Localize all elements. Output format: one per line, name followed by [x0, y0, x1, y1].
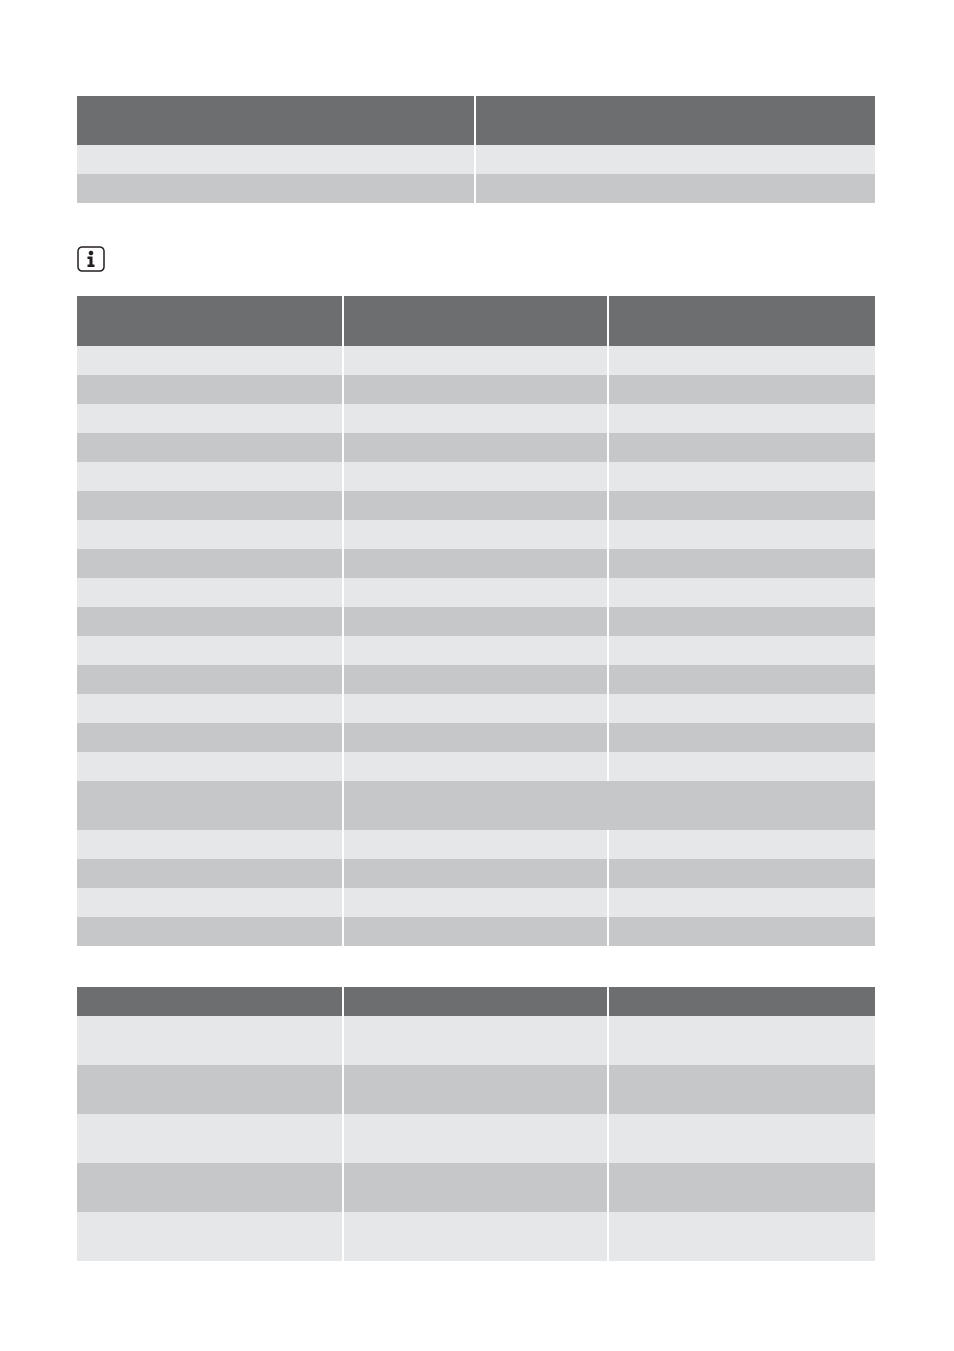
- table-row: [77, 636, 875, 665]
- table-row: [77, 1016, 875, 1065]
- table-cell: [476, 174, 875, 203]
- table-cell: [609, 1016, 875, 1065]
- table-cell: [609, 1065, 875, 1114]
- table-2: [77, 296, 875, 946]
- table-row: [77, 1212, 875, 1261]
- table-row: [77, 404, 875, 433]
- table-cell: [344, 491, 609, 520]
- header-cell: [77, 296, 344, 346]
- table-cell: [344, 346, 609, 375]
- table-cell: [77, 1212, 344, 1261]
- table-cell: [344, 578, 609, 607]
- table-cell: [77, 917, 344, 946]
- table-1: [77, 96, 875, 203]
- table-cell: [344, 830, 609, 859]
- table-cell: [77, 1163, 344, 1212]
- table-cell: [77, 781, 344, 830]
- table-cell: [77, 1065, 344, 1114]
- header-cell: [77, 96, 476, 145]
- table-header-row: [77, 96, 875, 145]
- table-cell: [77, 888, 344, 917]
- header-cell: [77, 987, 344, 1016]
- table-cell: [344, 375, 609, 404]
- table-3: [77, 987, 875, 1261]
- table-cell: [609, 1114, 875, 1163]
- table-cell: [77, 549, 344, 578]
- table-cell: [344, 404, 609, 433]
- table-cell: [77, 491, 344, 520]
- table-cell: [77, 1016, 344, 1065]
- table-row: [77, 549, 875, 578]
- table-cell: [344, 549, 609, 578]
- table-row: [77, 665, 875, 694]
- table-cell: [609, 636, 875, 665]
- table-row: [77, 433, 875, 462]
- table-cell: [609, 346, 875, 375]
- table-cell: [609, 1212, 875, 1261]
- table-cell: [609, 830, 875, 859]
- table-cell: [77, 607, 344, 636]
- table-cell: [609, 549, 875, 578]
- table-cell: [344, 462, 609, 491]
- table-cell: [344, 665, 609, 694]
- table-cell: [344, 694, 609, 723]
- header-cell: [609, 987, 875, 1016]
- table-cell: [77, 723, 344, 752]
- table-cell: [344, 723, 609, 752]
- table-cell: [77, 578, 344, 607]
- table-row: [77, 145, 875, 174]
- table-row: [77, 578, 875, 607]
- table-row: [77, 752, 875, 781]
- table-row: [77, 888, 875, 917]
- table-row: [77, 694, 875, 723]
- header-cell: [476, 96, 875, 145]
- table-cell: [77, 665, 344, 694]
- table-cell: [344, 1016, 609, 1065]
- table-cell: [609, 859, 875, 888]
- table-cell: [609, 404, 875, 433]
- table-cell: [609, 375, 875, 404]
- table-cell: [77, 145, 476, 174]
- table-row: [77, 1114, 875, 1163]
- table-cell: [344, 1065, 609, 1114]
- table-row: [77, 375, 875, 404]
- table-header-row: [77, 987, 875, 1016]
- table-cell: [344, 520, 609, 549]
- table-row: [77, 520, 875, 549]
- table-row: [77, 174, 875, 203]
- table-row: [77, 462, 875, 491]
- table-row: [77, 830, 875, 859]
- table-cell: [77, 433, 344, 462]
- table-row: [77, 917, 875, 946]
- table-cell: [609, 607, 875, 636]
- table-cell: [77, 1114, 344, 1163]
- table-cell: [609, 694, 875, 723]
- table-cell: [344, 1212, 609, 1261]
- table-row: [77, 1163, 875, 1212]
- table-cell: [344, 917, 609, 946]
- table-cell: [609, 433, 875, 462]
- table-cell: [344, 859, 609, 888]
- table-cell: [344, 1114, 609, 1163]
- table-cell: [476, 145, 875, 174]
- table-cell: [77, 346, 344, 375]
- table-cell: [77, 520, 344, 549]
- table-cell: [77, 830, 344, 859]
- table-row: [77, 607, 875, 636]
- table-cell: [609, 752, 875, 781]
- table-cell: [609, 665, 875, 694]
- table-cell: [344, 607, 609, 636]
- table-cell: [344, 752, 609, 781]
- table-cell: [609, 520, 875, 549]
- table-cell: [77, 859, 344, 888]
- table-cell: [609, 723, 875, 752]
- table-row: [77, 491, 875, 520]
- table-cell: [609, 888, 875, 917]
- table-row-merged: [77, 781, 875, 830]
- table-cell: [609, 462, 875, 491]
- header-cell: [609, 296, 875, 346]
- table-cell: [77, 694, 344, 723]
- table-cell: [77, 375, 344, 404]
- info-icon: [77, 246, 105, 272]
- table-row: [77, 859, 875, 888]
- table-cell: [609, 491, 875, 520]
- table-cell: [344, 433, 609, 462]
- table-row: [77, 723, 875, 752]
- table-cell: [344, 636, 609, 665]
- table-cell: [609, 917, 875, 946]
- table-header-row: [77, 296, 875, 346]
- table-cell: [77, 174, 476, 203]
- table-cell: [77, 404, 344, 433]
- table-cell: [77, 462, 344, 491]
- table-cell: [344, 888, 609, 917]
- table-cell: [77, 752, 344, 781]
- table-cell: [344, 1163, 609, 1212]
- table-cell-spanning: [344, 781, 875, 830]
- header-cell: [344, 296, 609, 346]
- table-row: [77, 1065, 875, 1114]
- table-row: [77, 346, 875, 375]
- table-cell: [609, 1163, 875, 1212]
- table-cell: [77, 636, 344, 665]
- header-cell: [344, 987, 609, 1016]
- table-cell: [609, 578, 875, 607]
